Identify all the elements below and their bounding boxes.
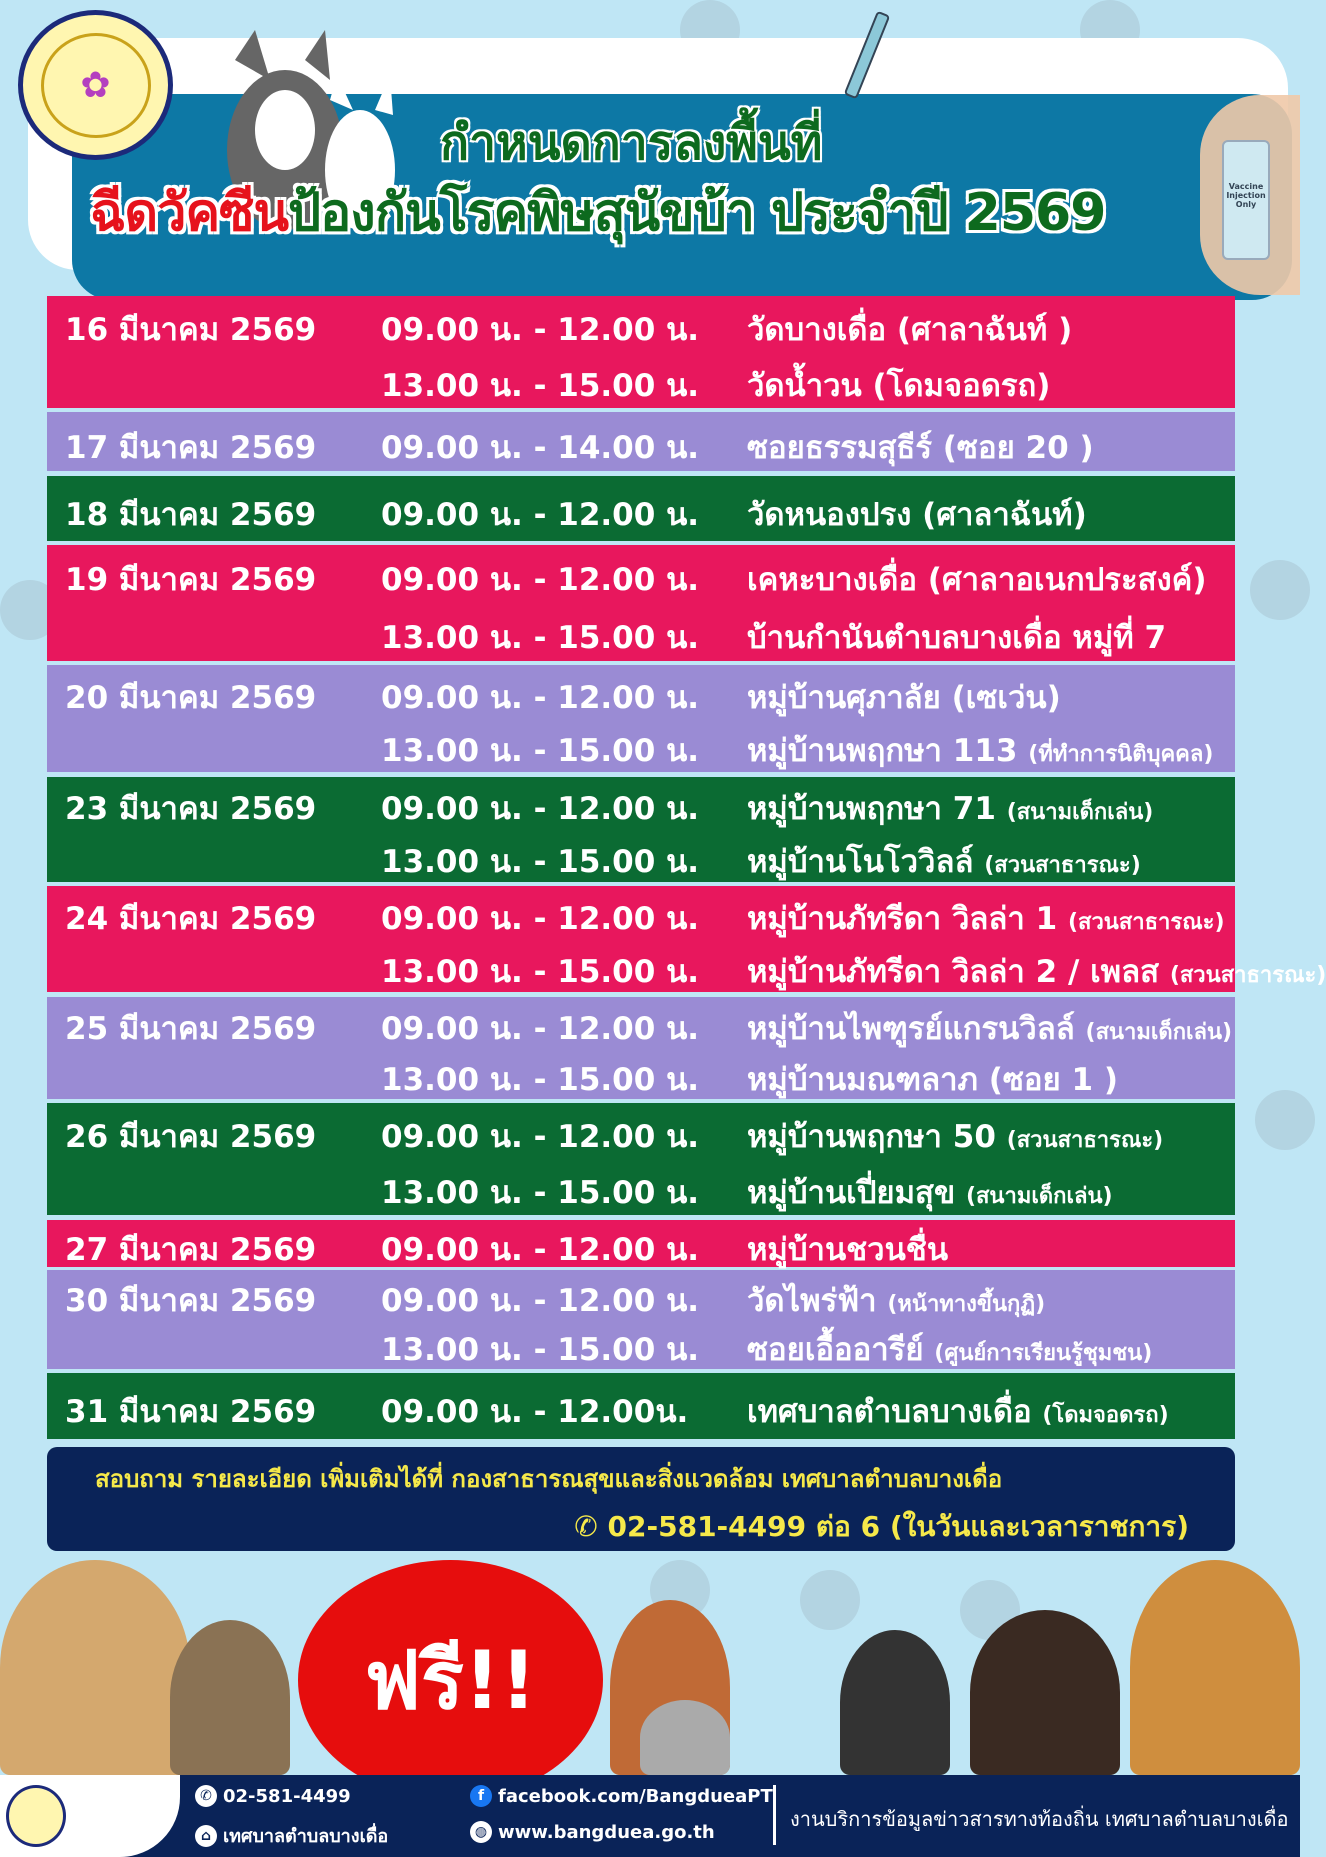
paw-print-icon (1255, 1090, 1315, 1150)
place-note: (ที่ทำการนิติบุคคล) (1028, 742, 1214, 768)
schedule-row (47, 997, 1235, 1099)
footer-divider (773, 1785, 776, 1845)
footer-facebook-link[interactable]: facebook.com/BangdueaPT (498, 1785, 773, 1807)
schedule-place (747, 1386, 1169, 1436)
schedule-row (47, 777, 1235, 882)
vaccine-vial-icon (1222, 140, 1270, 260)
footer-logo-area (0, 1775, 180, 1857)
schedule-time: 09.00 น. - 12.00 น. (381, 562, 700, 598)
schedule-row (47, 1373, 1235, 1439)
place-name: หมู่บ้านไพฑูรย์แกรนวิลล์ (747, 1010, 1086, 1047)
schedule-place (747, 360, 1050, 410)
schedule-row (47, 1103, 1235, 1215)
kitten-photo (640, 1700, 730, 1775)
schedule-time: 13.00 น. - 15.00 น. (381, 1175, 700, 1211)
place-name: วัดน้ำวน (โดมจอดรถ) (747, 368, 1051, 404)
schedule-place (747, 304, 1072, 354)
facebook-icon: f (470, 1785, 492, 1807)
schedule-time: 13.00 น. - 15.00 น. (381, 843, 700, 880)
place-name: หมู่บ้านภัทรีดา วิลล่า 1 (747, 900, 1068, 937)
place-note: (สวนสาธารณะ) (984, 852, 1141, 878)
paw-print-icon (800, 1570, 860, 1630)
schedule-date: 17 มีนาคม 2569 (65, 429, 317, 466)
schedule-place (747, 1224, 948, 1274)
schedule-place (747, 1275, 1045, 1325)
place-name: วัดบางเดื่อ (ศาลาฉันท์ ) (747, 312, 1073, 348)
schedule-row (47, 1270, 1235, 1369)
schedule-time: 13.00 น. - 15.00 น. (381, 368, 700, 404)
footer-home-text: เทศบาลตำบลบางเดื่อ (223, 1826, 389, 1847)
place-note: (โดมจอดรถ) (1042, 1403, 1169, 1428)
schedule-time: 13.00 น. - 15.00 น. (381, 733, 700, 770)
schedule-place (747, 1324, 1152, 1374)
place-name: หมู่บ้านเปี่ยมสุข (747, 1175, 966, 1211)
schedule-place (747, 612, 1166, 662)
footer-phone (195, 1785, 351, 1807)
schedule-place (747, 1003, 1232, 1053)
place-name: หมู่บ้านพฤกษา 50 (747, 1119, 1007, 1155)
schedule-row (47, 886, 1326, 992)
place-note: (สวนสาธารณะ) (1006, 1128, 1164, 1153)
footer-logo (6, 1785, 66, 1847)
phone-icon: ✆ (195, 1785, 217, 1807)
place-name: บ้านกำนันตำบลบางเดื่อ หมู่ที่ 7 (747, 620, 1167, 656)
footer-phone-text: 02-581-4499 (223, 1785, 351, 1807)
schedule-place (747, 422, 1094, 472)
home-icon: ⌂ (195, 1825, 217, 1847)
schedule-time: 09.00 น. - 12.00 น. (381, 791, 700, 828)
place-note: (หน้าทางขึ้นกุฏิ) (887, 1291, 1046, 1317)
schedule-time: 13.00 น. - 15.00 น. (381, 620, 700, 656)
schedule-date: 26 มีนาคม 2569 (65, 1119, 317, 1155)
schedule-time: 13.00 น. - 15.00 น. (381, 1061, 700, 1098)
schedule-place (747, 672, 1061, 722)
schedule-time: 09.00 น. - 12.00 น. (381, 1010, 700, 1047)
schedule-time: 09.00 น. - 12.00 น. (381, 1282, 700, 1319)
place-name: หมู่บ้านพฤกษา 113 (747, 733, 1029, 770)
schedule-place (747, 946, 1326, 996)
schedule-time: 09.00 น. - 12.00 น. (381, 1119, 700, 1155)
schedule-row (47, 296, 1235, 408)
schedule-row (47, 665, 1235, 772)
golden-retriever-photo (1130, 1560, 1300, 1775)
dog-photo (0, 1560, 190, 1775)
cat-photo (170, 1620, 290, 1775)
schedule-place (747, 554, 1207, 604)
place-name: หมู่บ้านภัทรีดา วิลล่า 2 / เพลส (747, 953, 1170, 990)
schedule-place (747, 725, 1213, 775)
schedule-date: 19 มีนาคม 2569 (65, 562, 317, 598)
place-name: เทศบาลตำบลบางเดื่อ (747, 1394, 1043, 1430)
municipality-logo (18, 10, 173, 160)
contact-phone (574, 1505, 1189, 1549)
schedule-date: 20 มีนาคม 2569 (65, 679, 317, 716)
schedule-time: 09.00 น. - 12.00 น. (381, 679, 700, 716)
place-note: (สวนสาธารณะ) (1169, 962, 1326, 988)
schedule-date: 18 มีนาคม 2569 (65, 496, 317, 533)
schedule-time: 09.00 น. - 12.00 น. (381, 1231, 700, 1268)
schedule-row (47, 545, 1235, 661)
footer-home (195, 1821, 388, 1850)
footer-website[interactable] (470, 1821, 715, 1843)
paw-print-icon (1250, 560, 1310, 620)
schedule-place (747, 783, 1153, 833)
place-note: (ศูนย์การเรียนรู้ชุมชน) (934, 1341, 1153, 1367)
schedule-date: 31 มีนาคม 2569 (65, 1394, 317, 1430)
schedule-date: 16 มีนาคม 2569 (65, 312, 317, 348)
title-line-1: กำหนดการลงพื้นที่ (440, 115, 823, 171)
schedule-date: 27 มีนาคม 2569 (65, 1231, 317, 1268)
place-note: (สนามเด็กเล่น) (1006, 800, 1154, 826)
place-name: หมู่บ้านชวนชื่น (747, 1231, 949, 1268)
contact-phone-text: 02-581-4499 ต่อ 6 (ในวันและเวลาราชการ) (607, 1510, 1189, 1543)
schedule-time: 13.00 น. - 15.00 น. (381, 953, 700, 990)
schedule-place (747, 836, 1141, 886)
schedule-date: 30 มีนาคม 2569 (65, 1282, 317, 1319)
title-rest: ป้องกันโรคพิษสุนัขบ้า ประจำปี 2569 (288, 183, 1106, 243)
cat-photo (840, 1630, 950, 1775)
schedule-place (747, 893, 1225, 943)
schedule-place (747, 1167, 1113, 1217)
footer-bar (0, 1775, 1300, 1857)
schedule-row (47, 412, 1235, 471)
schedule-row (47, 1220, 1235, 1267)
phone-icon: ✆ (574, 1510, 598, 1543)
place-name: หมู่บ้านมณฑลาภ (ซอย 1 ) (747, 1061, 1119, 1098)
place-name: เคหะบางเดื่อ (ศาลาอเนกประสงค์) (747, 562, 1207, 598)
schedule-place (747, 1054, 1118, 1104)
place-note: (สนามเด็กเล่น) (965, 1184, 1113, 1209)
schedule-time: 13.00 น. - 15.00 น. (381, 1332, 700, 1369)
schedule-date: 25 มีนาคม 2569 (65, 1010, 317, 1047)
schedule-date: 24 มีนาคม 2569 (65, 900, 317, 937)
footer-website-link[interactable]: www.bangduea.go.th (498, 1821, 715, 1843)
place-name: ซอยธรรมสุธีร์ (ซอย 20 ) (747, 429, 1094, 466)
place-name: ซอยเอื้ออารีย์ (747, 1332, 935, 1369)
schedule-row (47, 476, 1235, 541)
title-highlight: ฉีดวัคซีน (90, 183, 289, 243)
schedule-date: 23 มีนาคม 2569 (65, 791, 317, 828)
schedule-time: 09.00 น. - 12.00น. (381, 1394, 689, 1430)
lotus-icon: ✿ (41, 33, 151, 138)
contact-info: สอบถาม รายละเอียด เพิ่มเติมได้ที่ กองสาธารณสุขและสิ่งแวดล้อม เทศบาลตำบลบางเดื่อ (95, 1465, 1003, 1493)
footer-facebook[interactable] (470, 1785, 773, 1807)
vial-label: Vaccine Injection Only (1226, 182, 1266, 209)
contact-box (47, 1447, 1235, 1551)
schedule-time: 09.00 น. - 12.00 น. (381, 312, 700, 348)
place-name: หมู่บ้านโนโววิลล์ (747, 843, 985, 880)
place-name: หมู่บ้านศุภาลัย (เซเว่น) (747, 679, 1061, 716)
place-note: (สนามเด็กเล่น) (1085, 1019, 1233, 1045)
schedule-place (747, 489, 1087, 539)
schedule-time: 09.00 น. - 12.00 น. (381, 900, 700, 937)
schedule-place (747, 1111, 1163, 1161)
schedule-time: 09.00 น. - 12.00 น. (381, 496, 700, 533)
place-name: วัดไพร่ฟ้า (747, 1282, 888, 1319)
place-note: (สวนสาธารณะ) (1067, 909, 1225, 935)
place-name: วัดหนองปรง (ศาลาฉันท์) (747, 496, 1087, 533)
place-name: หมู่บ้านพฤกษา 71 (747, 791, 1007, 828)
globe-icon: ◍ (470, 1821, 492, 1843)
schedule-time: 09.00 น. - 14.00 น. (381, 429, 700, 466)
free-badge: ฟรี!! (298, 1560, 603, 1800)
title-line-2 (90, 170, 1105, 253)
footer-service-text: งานบริการข้อมูลข่าวสารทางท้องถิ่น เทศบาลตำบลบางเดื่อ (790, 1807, 1289, 1831)
labrador-photo (970, 1610, 1120, 1775)
